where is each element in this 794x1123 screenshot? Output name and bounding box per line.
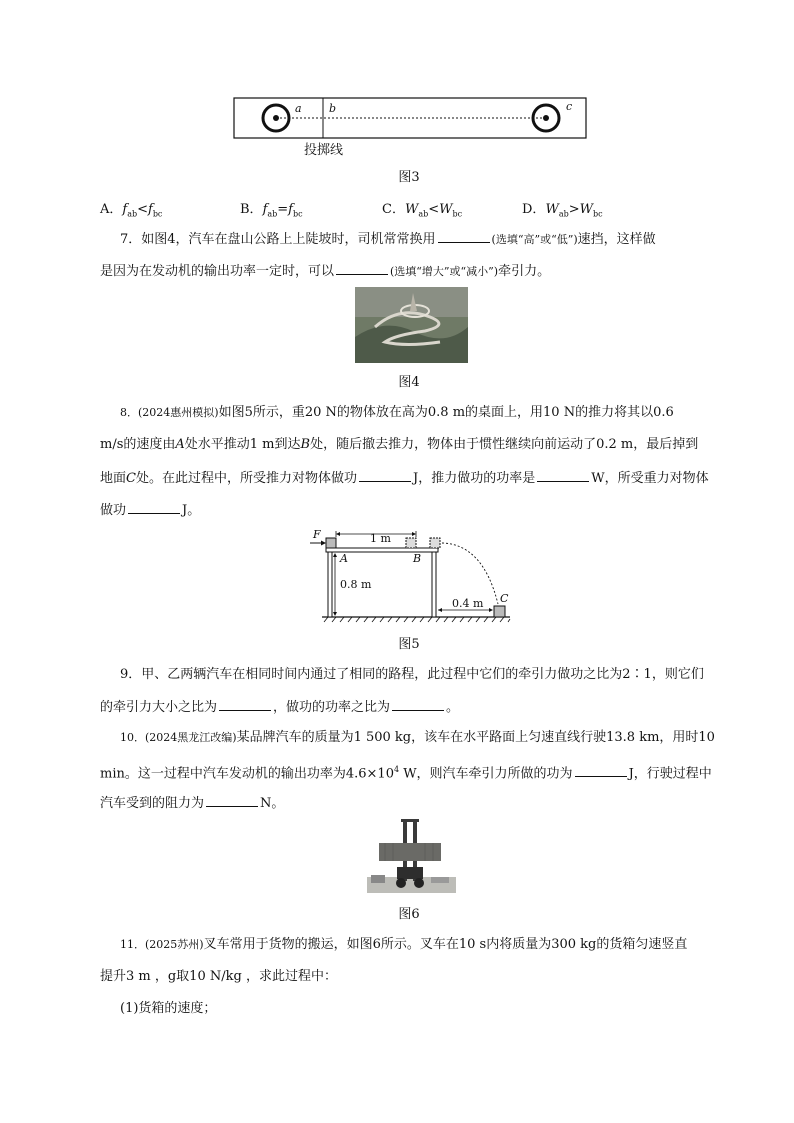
fig5-label-height: 0.8 m: [340, 578, 372, 591]
option-b: B．$f_{ab}=f_{bc}$: [240, 202, 303, 219]
answer-blank[interactable]: [359, 467, 411, 482]
q10-line-2: min。这一过程中汽车发动机的输出功率为$4.6\times 10^4$ W，则汽车牵引力所做的功为 J，行驶过程中: [100, 760, 700, 784]
fig3-label-c: c: [566, 100, 573, 113]
figure-3-diagram: [230, 96, 592, 158]
q7-line-1: 7．如图4，汽车在盘山公路上上陡坡时，司机常常换用 (选填“高”或“低”)速挡，这样做: [120, 228, 720, 250]
fig5-label-A: A: [340, 552, 348, 565]
fig5-label-1m: 1 m: [370, 532, 391, 545]
q8-line-1: 8．(2024惠州模拟)如图5所示，重20 N的物体放在高为0.8 m的桌面上，用10 N的推力将其以0.6: [120, 405, 674, 420]
fig5-label-F: F: [313, 528, 321, 541]
option-c: C．$W_{ab}<W_{bc}$: [382, 202, 463, 219]
q7-line-2: 是因为在发动机的输出功率一定时，可以 (选填“增大”或“减小”)牵引力。: [100, 260, 700, 282]
q10-line-3: 汽车受到的阻力为 N。: [100, 792, 700, 814]
fig6-forklift-photo: [367, 817, 456, 893]
answer-blank[interactable]: [438, 228, 490, 243]
fig3-label-a: a: [295, 102, 302, 115]
answer-blank[interactable]: [128, 499, 180, 514]
q8-line-2: m/s的速度由A处水平推动1 m到达B处，随后撤去推力，物体由于惯性继续向前运动了0.2 m，最后掉到: [100, 437, 699, 452]
fig4-mountain-road-photo: [355, 287, 468, 363]
answer-blank[interactable]: [392, 696, 444, 711]
q8-line-3: 地面C处。在此过程中，所受推力对物体做功 J，推力做功的功率是 W，所受重力对物体: [100, 467, 700, 489]
fig5-label-B: B: [413, 552, 422, 565]
fig3-throw-line-label: 投掷线: [304, 143, 344, 158]
option-a: A．$f_{ab}<f_{bc}$: [100, 202, 163, 219]
q11-sub-1: (1)货箱的速度；: [120, 1001, 217, 1016]
fig3-caption: 图3: [398, 170, 420, 185]
fig5-label-C: C: [500, 592, 509, 605]
option-d: D．$W_{ab}>W_{bc}$: [522, 202, 603, 219]
fig4-caption: 图4: [398, 375, 420, 390]
q8-line-4: 做功 J。: [100, 499, 700, 521]
q11-line-2: 提升3 m ，g取10 N/kg ，求此过程中：: [100, 969, 337, 984]
fig3-label-b: b: [329, 102, 337, 115]
q9-line-1: 9．甲、乙两辆汽车在相同时间内通过了相同的路程，此过程中它们的牵引力做功之比为2∶1，则它们: [120, 667, 704, 682]
answer-blank[interactable]: [575, 762, 627, 777]
answer-blank[interactable]: [219, 696, 271, 711]
q9-line-2: 的牵引力大小之比为 ，做功的功率之比为 。: [100, 696, 700, 718]
answer-blank[interactable]: [206, 792, 258, 807]
answer-blank[interactable]: [336, 260, 388, 275]
fig5-caption: 图5: [398, 637, 420, 652]
q11-line-1: 11．(2025苏州)叉车常用于货物的搬运，如图6所示。叉车在10 s内将质量为300 kg的货箱匀速竖直: [120, 937, 688, 952]
fig6-caption: 图6: [398, 907, 420, 922]
fig5-label-dist: 0.4 m: [452, 597, 484, 610]
q10-line-1: 10．(2024黑龙江改编)某品牌汽车的质量为1 500 kg，该车在水平路面上匀速直线行驶13.8 km，用时10: [120, 730, 715, 745]
fig5-diagram: [308, 526, 518, 626]
answer-blank[interactable]: [537, 467, 589, 482]
